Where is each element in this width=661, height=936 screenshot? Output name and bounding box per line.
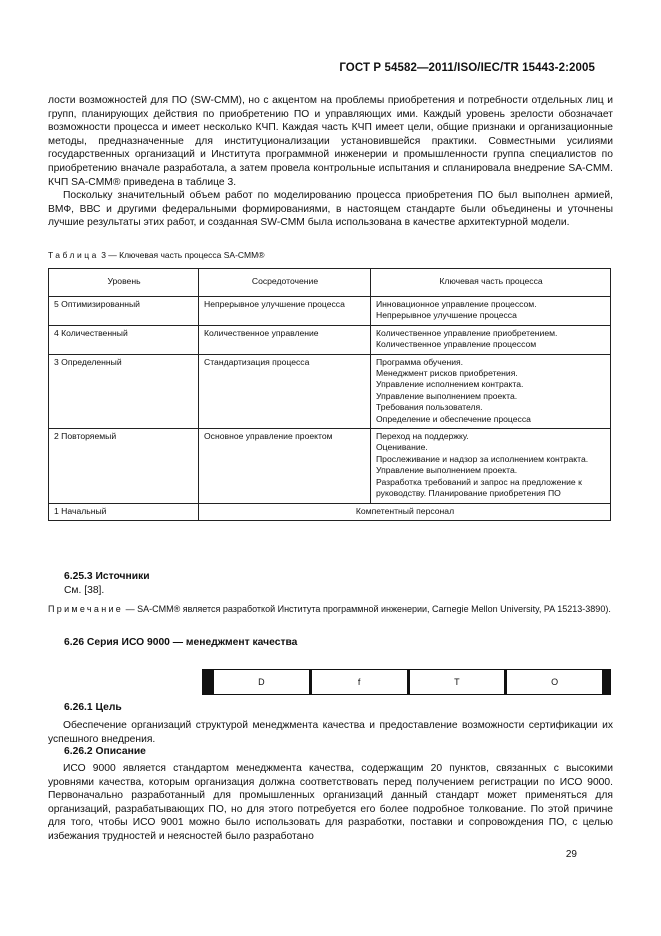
cell-merged: Компетентный персонал	[199, 503, 611, 520]
strip-cell-f: f	[309, 670, 407, 694]
kpa-line: Определение и обеспечение процесса	[376, 413, 531, 424]
kpa-line: Разработка требований и запрос на предложение к руководству. Планирование приобретения ПО	[376, 476, 582, 499]
section-text-6-25-3: См. [38].	[64, 585, 105, 596]
paragraph-intro	[48, 94, 613, 189]
kpa-line: Менеджмент рисков приобретения.	[376, 368, 518, 379]
paragraph-text: Обеспечение организаций структурой менеджмента качества и предоставление возможности сертификации их успешного внедрения.	[48, 720, 613, 745]
header-level: Уровень	[49, 269, 199, 297]
kpa-line: Управление исполнением контракта.	[376, 379, 524, 390]
table-row	[49, 325, 611, 354]
strip-cell-o: O	[504, 670, 602, 694]
kpa-line: Непрерывное улучшение процесса	[376, 310, 517, 321]
header-kpa: Ключевая часть процесса	[371, 269, 611, 297]
strip-edge	[602, 670, 610, 694]
table-row	[49, 503, 611, 520]
section-text-6-26-1	[48, 719, 613, 746]
kpa-line: Управление выполнением проекта.	[376, 390, 518, 401]
page-number: 29	[565, 849, 577, 860]
table-row	[49, 354, 611, 428]
kpa-line: Количественное управление процессом	[376, 339, 537, 350]
cell-focus: Основное управление проектом	[199, 429, 371, 503]
strip-cell-t: T	[407, 670, 505, 694]
table-caption	[48, 250, 264, 260]
kpa-line: Инновационное управление процессом.	[376, 299, 537, 309]
paragraph-text: Поскольку значительный объем работ по моделированию процесса приобретения ПО был выполнен армией, ВМФ, ВВС и другими федеральными формированиями, в настоящем стандарте были объединены и уточнены лучшие результаты этих работ, и созданная SW-CMM была использована в качестве архитектурной модели.	[48, 190, 613, 229]
cell-level: 2 Повторяемый	[49, 429, 199, 503]
strip-edge	[203, 670, 211, 694]
kpa-line: Требования пользователя.	[376, 402, 483, 413]
kpa-line: Управление выполнением проекта.	[376, 465, 518, 476]
paragraph-models	[48, 189, 613, 230]
section-heading-6-26-1: 6.26.1 Цель	[64, 702, 122, 713]
section-heading-6-26: 6.26 Серия ИСО 9000 — менеджмент качества	[64, 637, 298, 648]
kpa-line: Оценивание.	[376, 442, 428, 453]
category-strip	[202, 669, 611, 695]
paragraph-text: лости возможностей для ПО (SW-CMM), но с акцентом на проблемы приобретения и потребности отдельных лиц и групп, планирующих действия по приобретению ПО и управляющих ими. Каждый уровень зрелости обозначает возможности процесса и имеет несколько КЧП. Каждая часть КЧП имеет цели, общие признаки и организационные методы, предназначенные для институционализации установившейся практики. Совместными усилиями государственных организаций и Института программной инженерии и промышленности группа специалистов по приобретению вначале разработала, а затем провела контрольные испытания и спланировала внедрение SA-CMM. КЧП SA-CMM® приведена в таблице 3.	[48, 95, 613, 188]
kpa-line: Прослеживание и надзор за исполнением контракта.	[376, 453, 589, 464]
document-header: ГОСТ Р 54582—2011/ISO/IEC/TR 15443-2:2005	[339, 62, 595, 74]
table-header-row	[49, 269, 611, 297]
cell-level: 3 Определенный	[49, 354, 199, 428]
cell-level: 4 Количественный	[49, 325, 199, 354]
cell-kpa	[371, 297, 611, 326]
note	[48, 603, 613, 615]
cell-kpa	[371, 325, 611, 354]
kpa-line: Количественное управление приобретением.	[376, 327, 558, 338]
cell-kpa	[371, 354, 611, 428]
section-heading-6-25-3: 6.25.3 Источники	[64, 571, 150, 582]
cell-focus: Стандартизация процесса	[199, 354, 371, 428]
table-caption-label: Таблица	[48, 250, 99, 260]
cell-focus: Непрерывное улучшение процесса	[199, 297, 371, 326]
header-focus: Сосредоточение	[199, 269, 371, 297]
strip-cell-d: D	[211, 670, 309, 694]
section-text-6-26-2	[48, 762, 613, 844]
note-label: Примечание	[48, 604, 124, 614]
cell-level: 5 Оптимизированный	[49, 297, 199, 326]
paragraph-text: ИСО 9000 является стандартом менеджмента качества, содержащим 20 пунктов, связанных с высокими уровнями качества, которым организация должна соответствовать перед получением регистрации по ИСО 9000. Первоначально разработанный для промышленных организаций данный стандарт может применяться для организаций, разрабатывающих ПО, но для этого потребуется его более подробное толкование. По этой причине для того, чтобы ИСО 9001 можно было использовать для разработки, поставки и сопровождения ПО, с целью избежания трудностей и неясностей было разработано	[48, 763, 613, 842]
note-text: — SA-CMM® является разработкой Института программной инженерии, Carnegie Mellon University, PA 15213-3890).	[123, 604, 611, 614]
cell-focus: Количественное управление	[199, 325, 371, 354]
table-row	[49, 297, 611, 326]
table-caption-title: 3 — Ключевая часть процесса SA-CMM®	[98, 250, 265, 260]
cell-level: 1 Начальный	[49, 503, 199, 520]
kpa-line: Программа обучения.	[376, 356, 464, 367]
table-row	[49, 429, 611, 503]
section-heading-6-26-2: 6.26.2 Описание	[64, 746, 146, 757]
kpa-table	[48, 268, 611, 521]
cell-kpa	[371, 429, 611, 503]
kpa-line: Переход на поддержку.	[376, 431, 469, 442]
